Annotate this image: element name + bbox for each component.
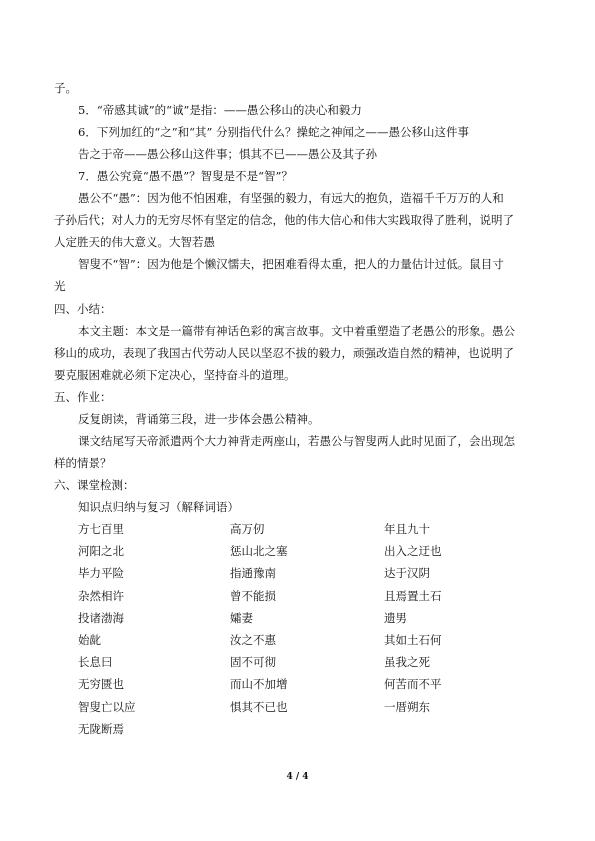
glossary-term: 无陇断焉 [78,721,124,736]
glossary-term: 始龀 [78,633,101,647]
question-5: 5．“帝感其诚”的“诚”是指：——愚公移山的决心和毅力 [78,103,362,117]
glossary-term: 河阳之北 [78,544,124,559]
glossary-term: 方七百里 [78,522,124,536]
text-line: 课文结尾写天帝派遣两个大力神背走两座山，若愚公与智叟两人此时见面了，会出现怎 [78,434,515,448]
glossary-term: 且焉置土石 [384,588,442,603]
text-line: 样的情景？ [54,456,112,470]
glossary-term: 高万仞 [230,522,265,536]
glossary-term: 固不可彻 [230,655,276,670]
text-line: 本文主题：本文是一篇带有神话色彩的寓言故事。文中着重塑造了老愚公的形象。愚公 [78,324,515,338]
text-line: 告之于帝——愚公移山这件事；惧其不已——愚公及其子孙 [78,147,377,161]
glossary-term: 其如土石何 [384,633,442,647]
glossary-term: 长息曰 [78,655,113,670]
text-line: 子。 [54,81,77,95]
text-line: 子孙后代；对人力的无穷尽怀有坚定的信念，他的伟大信心和伟大实践取得了胜利，说明了 [54,213,514,227]
glossary-term: 一厝朔东 [384,699,430,714]
text-line: 光 [54,279,66,293]
glossary-term: 曾不能损 [230,588,276,603]
text-line: 要克服困难就必须下定决心，坚持奋斗的道理。 [54,368,296,382]
text-line: 移山的成功，表现了我国古代劳动人民以坚忍不拔的毅力，顽强改造自然的精神，也说明了 [54,346,514,360]
glossary-term: 智叟亡以应 [78,699,136,714]
glossary-term: 虽我之死 [384,655,430,670]
text-line: 愚公不“愚”：因为他不怕困难，有坚强的毅力，有远大的抱负，造福千千万万的人和 [78,191,504,205]
glossary-term: 毕力平险 [78,566,124,581]
glossary-term: 而山不加增 [230,677,288,692]
text-line: 人定胜天的伟大意义。大智若愚 [54,235,215,249]
section-heading-summary: 四、小结： [54,302,112,316]
glossary-term: 出入之迂也 [384,544,442,559]
glossary-term: 何苦而不平 [384,677,442,692]
question-6: 6．下列加红的“之”和“其” 分别指代什么？操蛇之神闻之——愚公移山这件事 [78,125,469,139]
question-7: 7．愚公究竟“愚不愚”？智叟是不是“智”？ [78,169,293,183]
glossary-term: 遗男 [384,610,407,625]
glossary-term: 无穷匮也 [78,677,124,692]
text-line: 反复朗读，背诵第三段，进一步体会愚公精神。 [78,412,320,426]
page-number: 4 / 4 [286,772,309,782]
section-heading-homework: 五、作业： [54,390,112,404]
glossary-term: 达于汉阴 [384,566,430,581]
glossary-term: 孀妻 [230,610,253,625]
glossary-term: 投诸渤海 [78,610,124,625]
text-line: 智叟不“智”：因为他是个懒汉懦夫，把困难看得太重，把人的力量估计过低。鼠目寸 [78,257,504,271]
glossary-term: 惧其不已也 [230,699,288,714]
glossary-term: 汝之不惠 [230,633,276,647]
glossary-term: 指通豫南 [230,566,276,581]
glossary-term: 惩山北之塞 [230,544,288,559]
glossary-term: 杂然相许 [78,588,124,603]
glossary-term: 年且九十 [384,522,430,536]
section-heading-test: 六、课堂检测： [54,478,135,492]
glossary-heading: 知识点归纳与复习（解释词语） [78,500,239,514]
